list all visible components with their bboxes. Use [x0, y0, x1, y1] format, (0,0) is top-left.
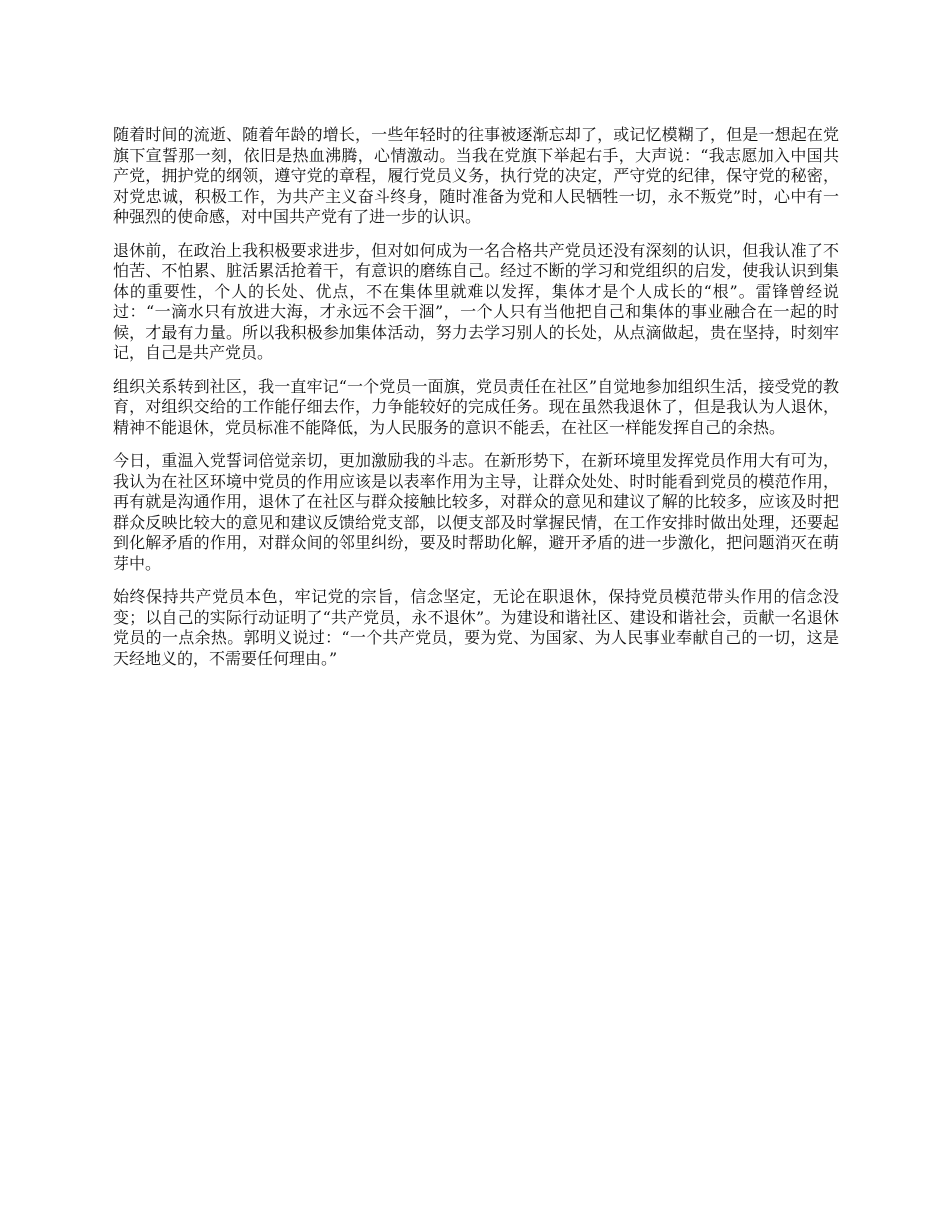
paragraph-4: 今日，重温入党誓词倍觉亲切，更加激励我的斗志。在新形势下，在新环境里发挥党员作用大有可为，我认为在社区环境中党员的作用应该是以表率作用为主导，让群众处处、时时能看到党员的模范作用，再有就是沟通作用，退休了在社区与群众接触比较多，对群众的意见和建议了解的比较多，应该及时把群众反映比较大的意见和建议反馈给党支部，以便支部及时掌握民情，在工作安排时做出处理，还要起到化解矛盾的作用，对群众间的邻里纠纷，要及时帮助化解，避开矛盾的进一步激化，把问题消灭在萌芽中。 [113, 451, 839, 573]
paragraph-1: 随着时间的流逝、随着年龄的增长，一些年轻时的往事被逐渐忘却了，或记忆模糊了，但是一想起在党旗下宣誓那一刻，依旧是热血沸腾，心情激动。当我在党旗下举起右手，大声说：“我志愿加入中国共产党，拥护党的纲领，遵守党的章程，履行党员义务，执行党的决定，严守党的纪律，保守党的秘密，对党忠诚，积极工作，为共产主义奋斗终身，随时准备为党和人民牺牲一切，永不叛党”时，心中有一种强烈的使命感，对中国共产党有了进一步的认识。 [113, 125, 839, 226]
paragraph-5: 始终保持共产党员本色，牢记党的宗旨，信念坚定，无论在职退休，保持党员模范带头作用的信念没变；以自己的实际行动证明了“共产党员，永不退休”。为建设和谐社区、建设和谐社会，贡献一名退休党员的一点余热。郭明义说过：“一个共产党员，要为党、为国家、为人民事业奉献自己的一切，这是天经地义的，不需要任何理由。” [113, 587, 839, 668]
document-body [113, 125, 839, 682]
paragraph-2: 退休前，在政治上我积极要求进步，但对如何成为一名合格共产党员还没有深刻的认识，但我认准了不怕苦、不怕累、脏活累活抢着干，有意识的磨练自己。经过不断的学习和党组织的启发，使我认识到集体的重要性，个人的长处、优点，不在集体里就难以发挥，集体才是个人成长的“根”。雷锋曾经说过：“一滴水只有放进大海，才永远不会干涸”，一个人只有当他把自己和集体的事业融合在一起的时候，才最有力量。所以我积极参加集体活动，努力去学习别人的长处，从点滴做起，贵在坚持，时刻牢记，自己是共产党员。 [113, 240, 839, 362]
paragraph-3: 组织关系转到社区，我一直牢记“一个党员一面旗，党员责任在社区”自觉地参加组织生活，接受党的教育，对组织交给的工作能仔细去作，力争能较好的完成任务。现在虽然我退休了，但是我认为人退休，精神不能退休，党员标准不能降低，为人民服务的意识不能丢，在社区一样能发挥自己的余热。 [113, 376, 839, 437]
